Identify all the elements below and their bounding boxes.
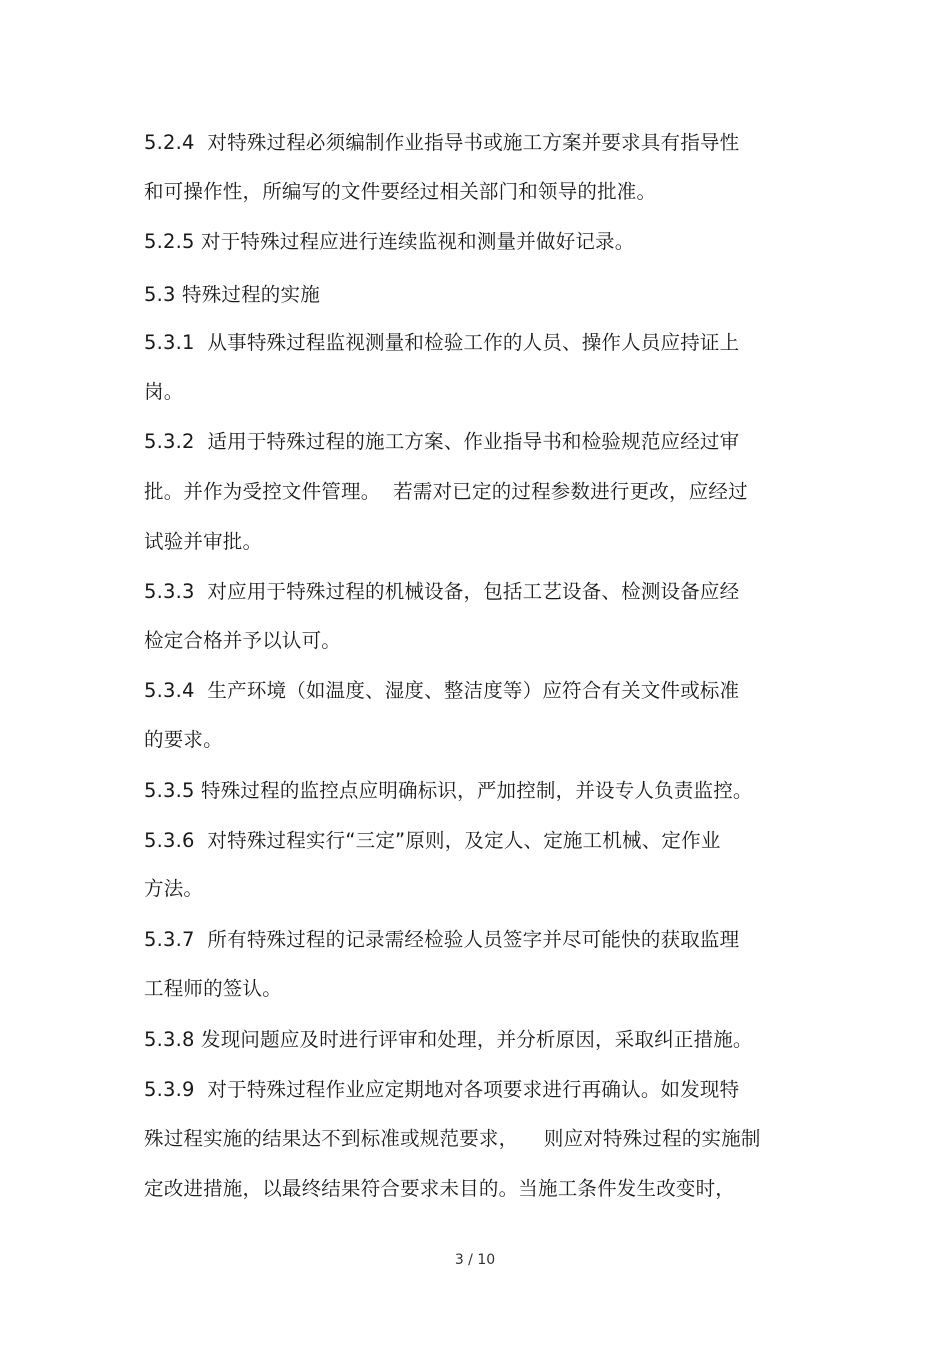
section-heading: 5.3 特殊过程的实施 <box>144 283 320 306</box>
text-line: 5.3.5 特殊过程的监控点应明确标识，严加控制，并设专人负责监控。 <box>144 779 753 802</box>
text-line: 5.3.4 生产环境（如温度、湿度、整洁度等）应符合有关文件或标准 <box>144 679 740 702</box>
text-line: 岗。 <box>144 380 184 403</box>
text-line: 的要求。 <box>144 728 223 751</box>
text-line: 5.3.6 对特殊过程实行“三定”原则，及定人、定施工机械、定作业 <box>144 829 721 852</box>
text-line: 5.3.8 发现问题应及时进行评审和处理，并分析原因，采取纠正措施。 <box>144 1028 753 1051</box>
text-line: 5.3.2 适用于特殊过程的施工方案、作业指导书和检验规范应经过审 <box>144 430 740 453</box>
page-number: 3 / 10 <box>454 1252 496 1268</box>
text-line: 定改进措施，以最终结果符合要求未目的。当施工条件发生改变时， <box>144 1177 736 1200</box>
text-line: 批。并作为受控文件管理。 若需对已定的过程参数进行更改，应经过 <box>144 480 748 503</box>
text-line: 殊过程实施的结果达不到标准或规范要求， 则应对特殊过程的实施制 <box>144 1127 761 1150</box>
text-line: 和可操作性，所编写的文件要经过相关部门和领导的批准。 <box>144 180 657 203</box>
text-line: 工程师的签认。 <box>144 977 282 1000</box>
text-line: 5.3.7 所有特殊过程的记录需经检验人员签字并尽可能快的获取监理 <box>144 928 740 951</box>
text-line: 5.3.9 对于特殊过程作业应定期地对各项要求进行再确认。如发现特 <box>144 1078 740 1101</box>
text-line: 5.3.3 对应用于特殊过程的机械设备，包括工艺设备、检测设备应经 <box>144 580 740 603</box>
text-line: 检定合格并予以认可。 <box>144 629 342 652</box>
text-line: 方法。 <box>144 877 204 900</box>
text-line: 5.2.5 对于特殊过程应进行连续监视和测量并做好记录。 <box>144 230 635 253</box>
text-line: 5.3.1 从事特殊过程监视测量和检验工作的人员、操作人员应持证上 <box>144 331 740 354</box>
text-line: 试验并审批。 <box>144 530 263 553</box>
text-line: 5.2.4 对特殊过程必须编制作业指导书或施工方案并要求具有指导性 <box>144 131 740 154</box>
